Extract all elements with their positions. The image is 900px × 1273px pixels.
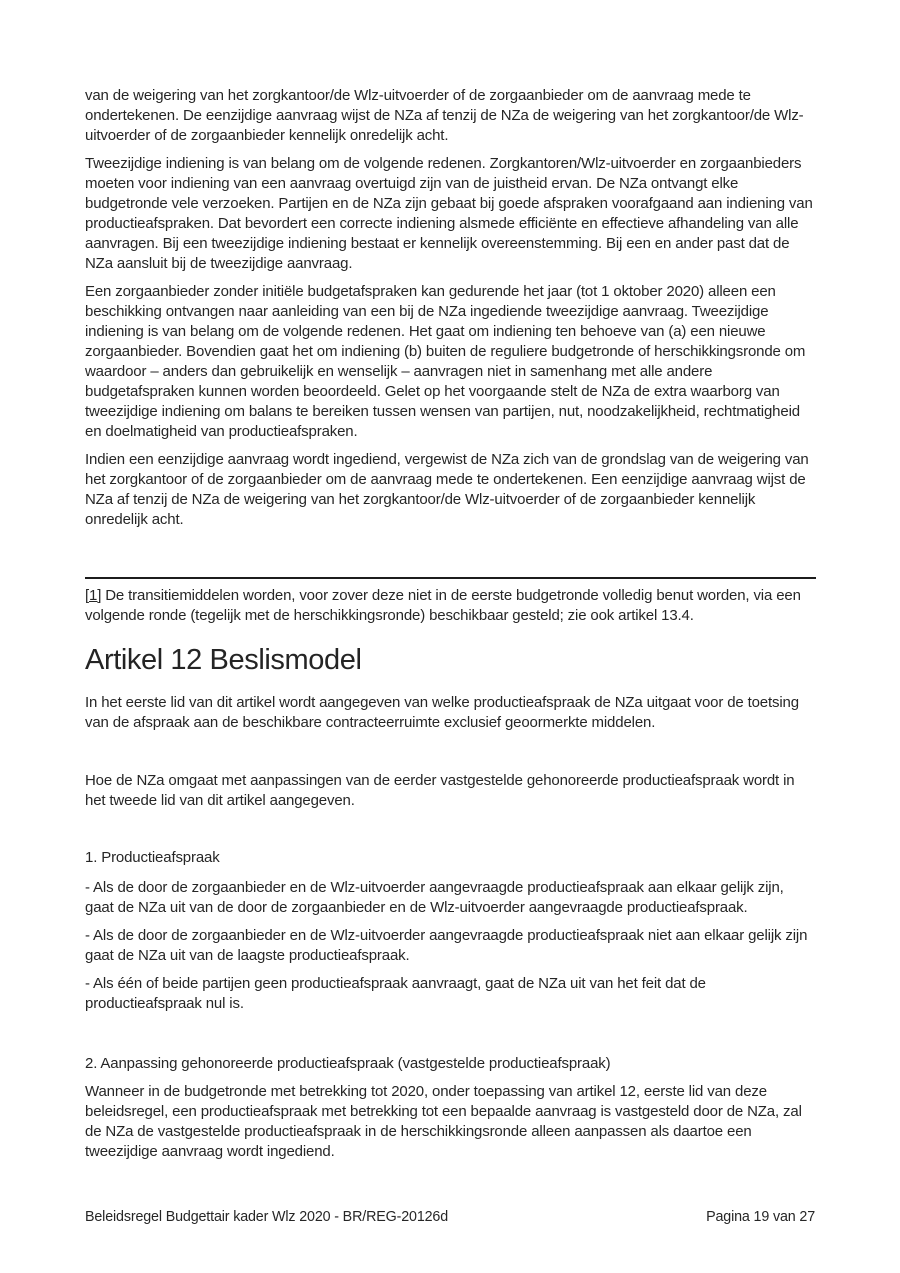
footer-document-title: Beleidsregel Budgettair kader Wlz 2020 - BR/REG-20126d bbox=[85, 1209, 449, 1225]
section-1-item-1: - Als de door de zorgaanbieder en de Wlz-uitvoerder aangevraagde productieafspraak aan elkaar gelijk zijn, gaat de NZa uit van de door de zorgaanbieder en de Wlz-uitvoerder aangevraagde productieafspraak. bbox=[85, 879, 784, 916]
footnote-ref-link[interactable]: [1] bbox=[85, 587, 102, 604]
body-paragraph-1: van de weigering van het zorgkantoor/de Wlz-uitvoerder of de zorgaanbieder om de aanvraag mede te ondertekenen. De eenzijdige aanvraag wijst de NZa af tenzij de NZa de weigering van het zorgkantoor/de Wlz-uitvoerder of de zorgaanbieder kennelijk onredelijk acht. bbox=[85, 87, 804, 144]
section-1-item-2: - Als de door de zorgaanbieder en de Wlz-uitvoerder aangevraagde productieafspraak niet aan elkaar gelijk zijn gaat de NZa uit van de laagste productieafspraak. bbox=[85, 927, 808, 964]
section-2-title: 2. Aanpassing gehonoreerde productieafspraak (vastgestelde productieafspraak) bbox=[85, 1055, 611, 1072]
article-heading: Artikel 12 Beslismodel bbox=[85, 644, 362, 676]
body-paragraph-3: Een zorgaanbieder zonder initiële budgetafspraken kan gedurende het jaar (tot 1 oktober 2020) alleen een beschikking ontvangen naar aanleiding van een bij de NZa ingediende tweezijdige aanvraag. Tweezijdige indiening is van belang om de volgende redenen. Het gaat om indiening ten behoeve van (a) een nieuwe zorgaanbieder. Bovendien gaat het om indiening (b) buiten de reguliere budgetronde of herschikkingsronde om waardoor – anders dan gebruikelijk en wenselijk – aanvragen niet in samenhang met alle andere budgetafspraken kunnen worden beoordeeld. Gelet op het voorgaande stelt de NZa de extra waarborg van tweezijdige indiening om balans te bereiken tussen wensen van partijen, nut, noodzakelijkheid, rechtmatigheid en doelmatigheid van productieafspraken. bbox=[85, 283, 806, 440]
page-footer bbox=[85, 1208, 815, 1226]
footer-page-number: Pagina 19 van 27 bbox=[706, 1209, 815, 1225]
footnote-text: De transitiemiddelen worden, voor zover deze niet in de eerste budgetronde volledig benut worden, via een volgende ronde (tegelijk met de herschikkingsronde) beschikbaar gesteld; zie ook artikel 13.4. bbox=[85, 587, 801, 624]
body-paragraph-4: Indien een eenzijdige aanvraag wordt ingediend, vergewist de NZa zich van de grondslag van de weigering van het zorgkantoor of de zorgaanbieder om de aanvraag mede te ondertekenen. Een eenzijdige aanvraag wijst de NZa af tenzij de NZa de weigering van het zorgkantoor/de Wlz-uitvoerder of de zorgaanbieder kennelijk onredelijk acht. bbox=[85, 451, 809, 528]
article-intro-paragraph-2: Hoe de NZa omgaat met aanpassingen van de eerder vastgestelde gehonoreerde productieafspraak wordt in het tweede lid van dit artikel aangegeven. bbox=[85, 772, 795, 809]
footnote-divider bbox=[85, 577, 816, 579]
section-1-item-3: - Als één of beide partijen geen productieafspraak aanvraagt, gaat de NZa uit van het feit dat de productieafspraak nul is. bbox=[85, 975, 706, 1012]
section-2-paragraph: Wanneer in de budgetronde met betrekking tot 2020, onder toepassing van artikel 12, eerste lid van deze beleidsregel, een productieafspraak met betrekking tot een bepaalde aanvraag is vastgesteld door de NZa, zal de NZa de vastgestelde productieafspraak in de herschikkingsronde alleen aanpassen als daartoe een tweezijdige aanvraag wordt ingediend. bbox=[85, 1083, 802, 1160]
article-intro-paragraph-1: In het eerste lid van dit artikel wordt aangegeven van welke productieafspraak de NZa uitgaat voor de toetsing van de afspraak aan de beschikbare contracteerruimte exclusief geoormerkte middelen. bbox=[85, 694, 799, 731]
footnote bbox=[85, 586, 816, 626]
body-paragraph-2: Tweezijdige indiening is van belang om de volgende redenen. Zorgkantoren/Wlz-uitvoerder en zorgaanbieders moeten voor indiening van een aanvraag overtuigd zijn van de juistheid ervan. De NZa ontvangt elke budgetronde vele verzoeken. Partijen en de NZa zijn gebaat bij goede afspraken voorafgaand aan indiening van productieafspraken. Dat bevordert een correcte indiening alsmede efficiënte en effectieve afhandeling van alle aanvragen. Bij een tweezijdige indiening bestaat er kennelijk overeenstemming. Bij een en ander past dat de NZa aansluit bij de tweezijdige aanvraag. bbox=[85, 155, 813, 272]
page-content bbox=[85, 0, 816, 1170]
section-1-title: 1. Productieafspraak bbox=[85, 849, 220, 866]
